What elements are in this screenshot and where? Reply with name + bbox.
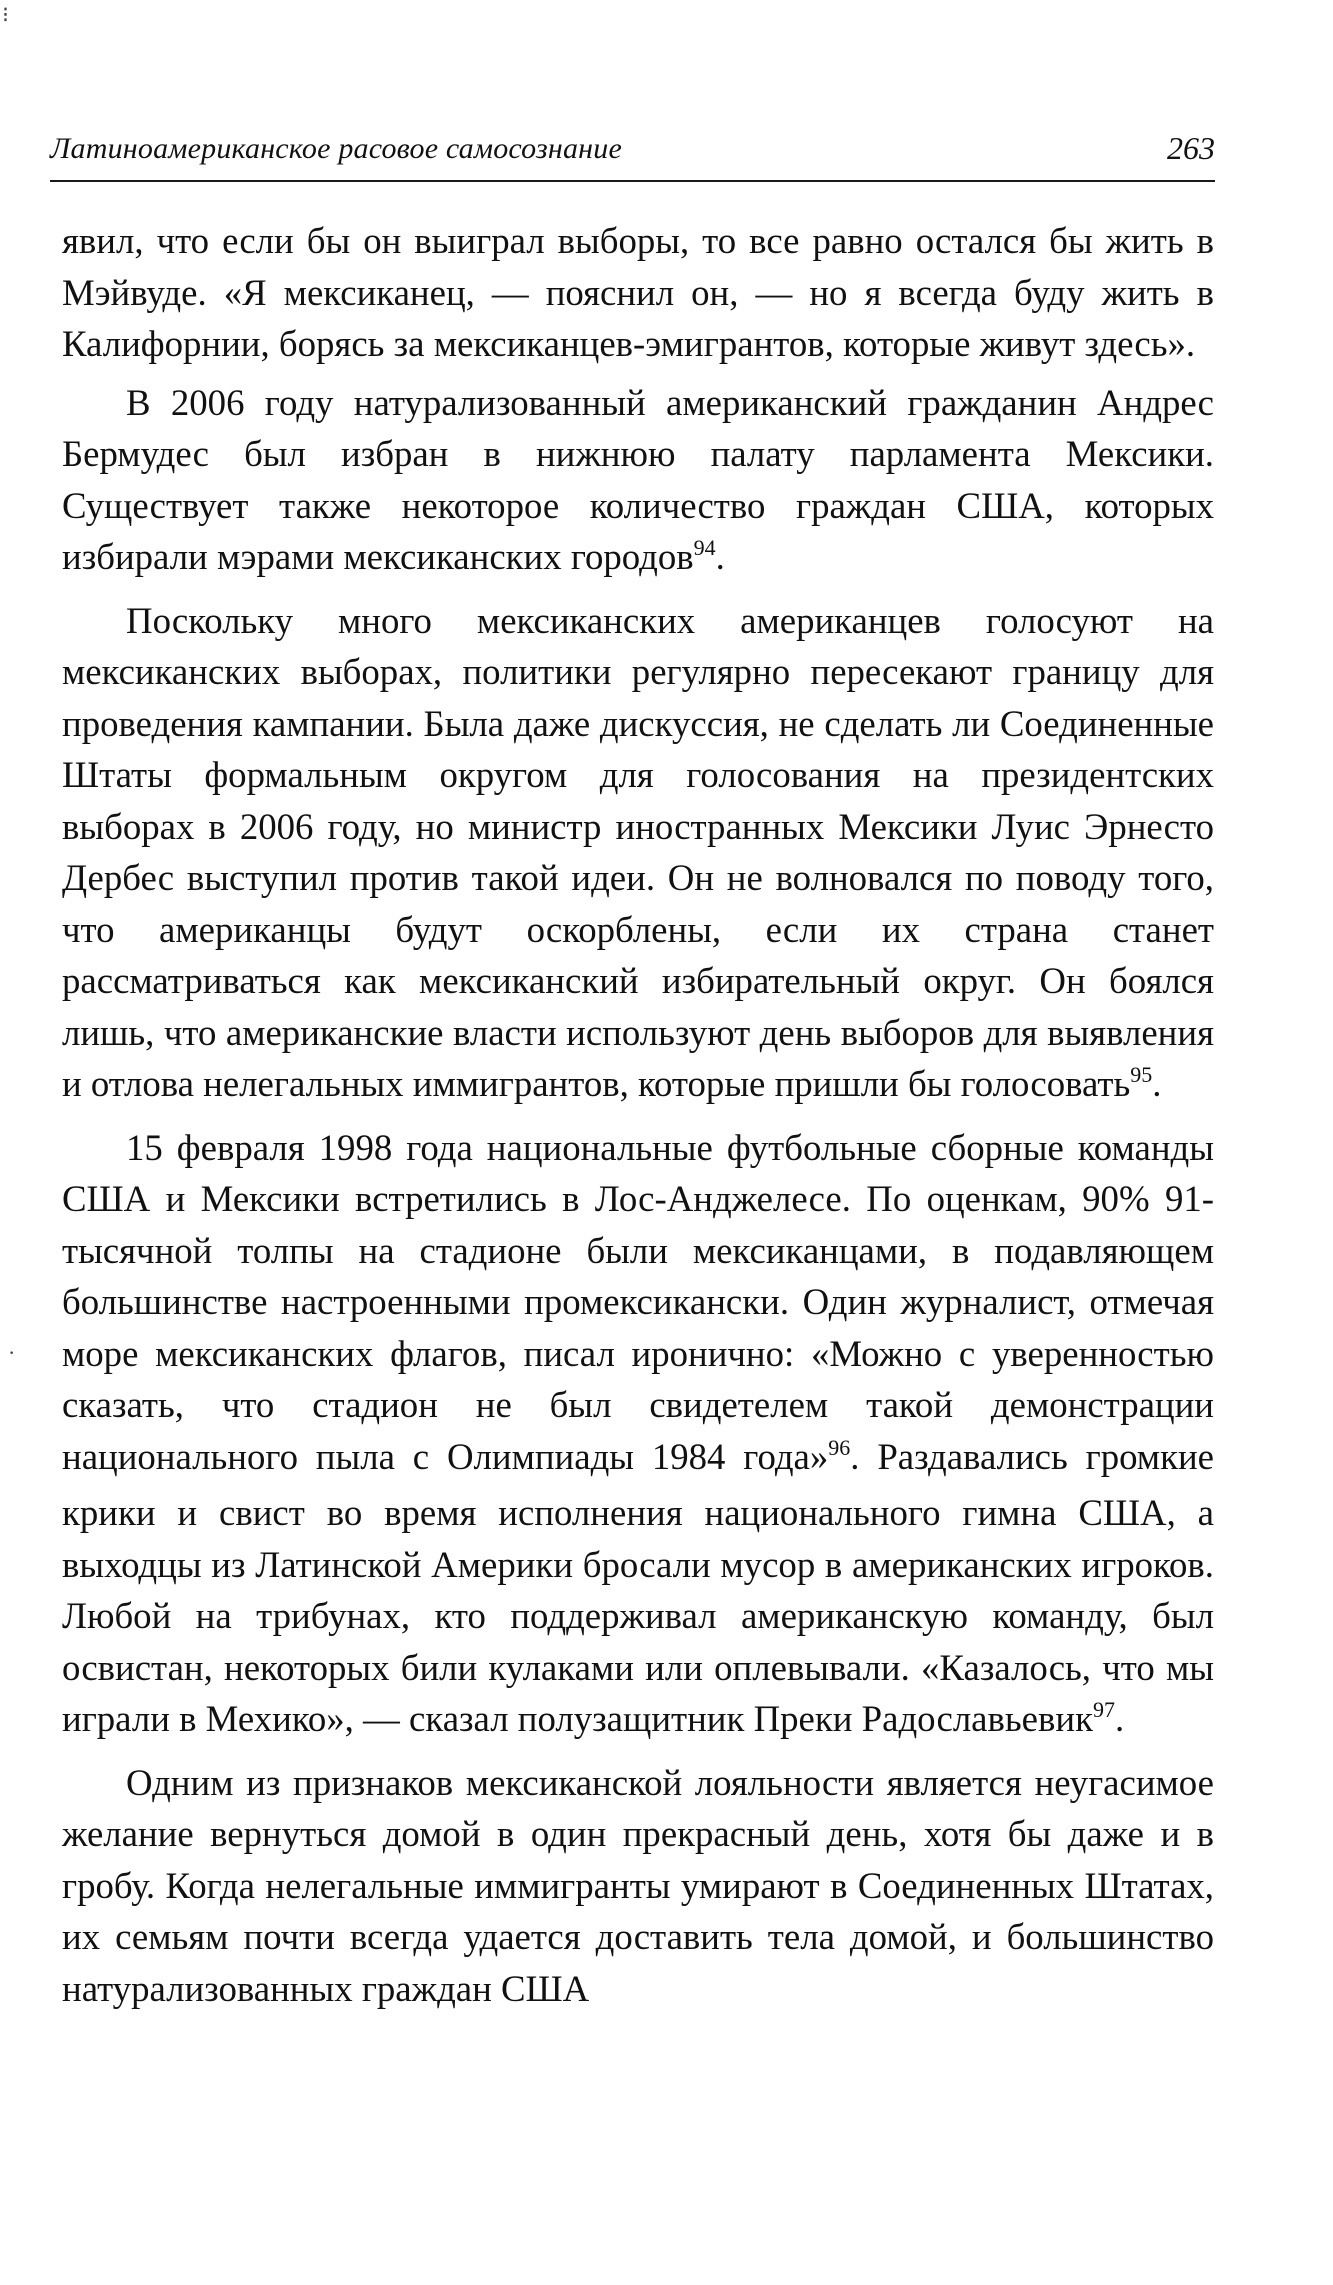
running-head bbox=[50, 128, 1215, 182]
paragraph-5 bbox=[62, 1757, 1214, 2015]
paragraph-text: В 2006 году натурализованный американский гражданин Андрес Бермудес был избран в нижнюю палату парламента Мексики. Существует также некоторое количество граждан США, которых избирали мэрами мексиканских городов bbox=[62, 381, 1214, 577]
paragraph-tail: . bbox=[715, 536, 725, 577]
paragraph-text: Поскольку много мексиканских американцев голосуют на мексиканских выборах, политики регулярно пересекают границу для проведения кампании. Была даже дискуссия, не сделать ли Соединенные Штаты формальным округом для голосования на президентских выборах в 2006 году, но министр иностранных Мексики Луис Эрнесто Дербес выступил против такой идеи. Он не волновался по поводу того, что американцы будут оскорблены, если их страна станет рассматриваться как мексиканский избирательный округ. Он боялся лишь, что американские власти используют день выборов для выявления и отлова нелегальных иммигрантов, которые пришли бы голосовать bbox=[62, 599, 1214, 1104]
paragraph-tail: . bbox=[1152, 1063, 1162, 1104]
page-number: 263 bbox=[1167, 130, 1215, 166]
paragraph-1 bbox=[62, 215, 1214, 370]
paragraph-text: Одним из признаков мексиканской лояльности является неугасимое желание вернуться домой в один прекрасный день, хотя бы даже и в гробу. Когда нелегальные иммигранты умирают в Соединенных Штатах, их семьям почти всегда удается доставить тела домой, и большинство натурализованных граждан США bbox=[62, 1761, 1214, 2009]
footnote-ref: 94 bbox=[693, 535, 716, 560]
paragraph-2 bbox=[62, 377, 1214, 588]
footnote-ref: 96 bbox=[828, 1434, 851, 1460]
footnote-ref: 97 bbox=[1092, 1697, 1115, 1722]
body-text bbox=[62, 215, 1214, 2014]
paragraph-4 bbox=[62, 1122, 1214, 1750]
paragraph-text: 15 февраля 1998 года национальные футбольные сборные команды США и Мексики встретились в Лос-Анджелесе. По оценкам, 90% 91-тысячной толпы на стадионе были мексиканцами, в подавляющем большинстве настроенными промексикански. Один журналист, отмечая море мексиканских флагов, писал иронично: «Можно с уверенностью сказать, что стадион не был свидетелем такой демонстрации национального пыла с Олимпиады 1984 года» bbox=[62, 1126, 1214, 1477]
scan-margin-mark: ⁝ bbox=[2, 2, 9, 27]
paragraph-tail: . bbox=[1114, 1698, 1125, 1739]
paragraph-3 bbox=[62, 595, 1214, 1115]
footnote-ref: 95 bbox=[1130, 1062, 1153, 1087]
running-title: Латиноамериканское расовое самосознание bbox=[50, 132, 622, 165]
paragraph-tail: . Раздавались громкие крики и свист во время исполнения национального гимна США, а выходцы из Латинской Америки бросали мусор в американских игроков. Любой на трибунах, кто поддерживал американскую команду, был освистан, некоторых били кулаками или оплевывали. «Казалось, что мы играли в Мехико», — сказал полузащитник Преки Радославьевик bbox=[62, 1435, 1214, 1739]
paragraph-text: явил, что если бы он выиграл выборы, то все равно остался бы жить в Мэйвуде. «Я мексиканец, — пояснил он, — но я всегда буду жить в Калифорнии, борясь за мексиканцев-эмигрантов, которые живут здесь». bbox=[62, 220, 1214, 364]
scan-margin-mark: · bbox=[8, 1340, 16, 1365]
